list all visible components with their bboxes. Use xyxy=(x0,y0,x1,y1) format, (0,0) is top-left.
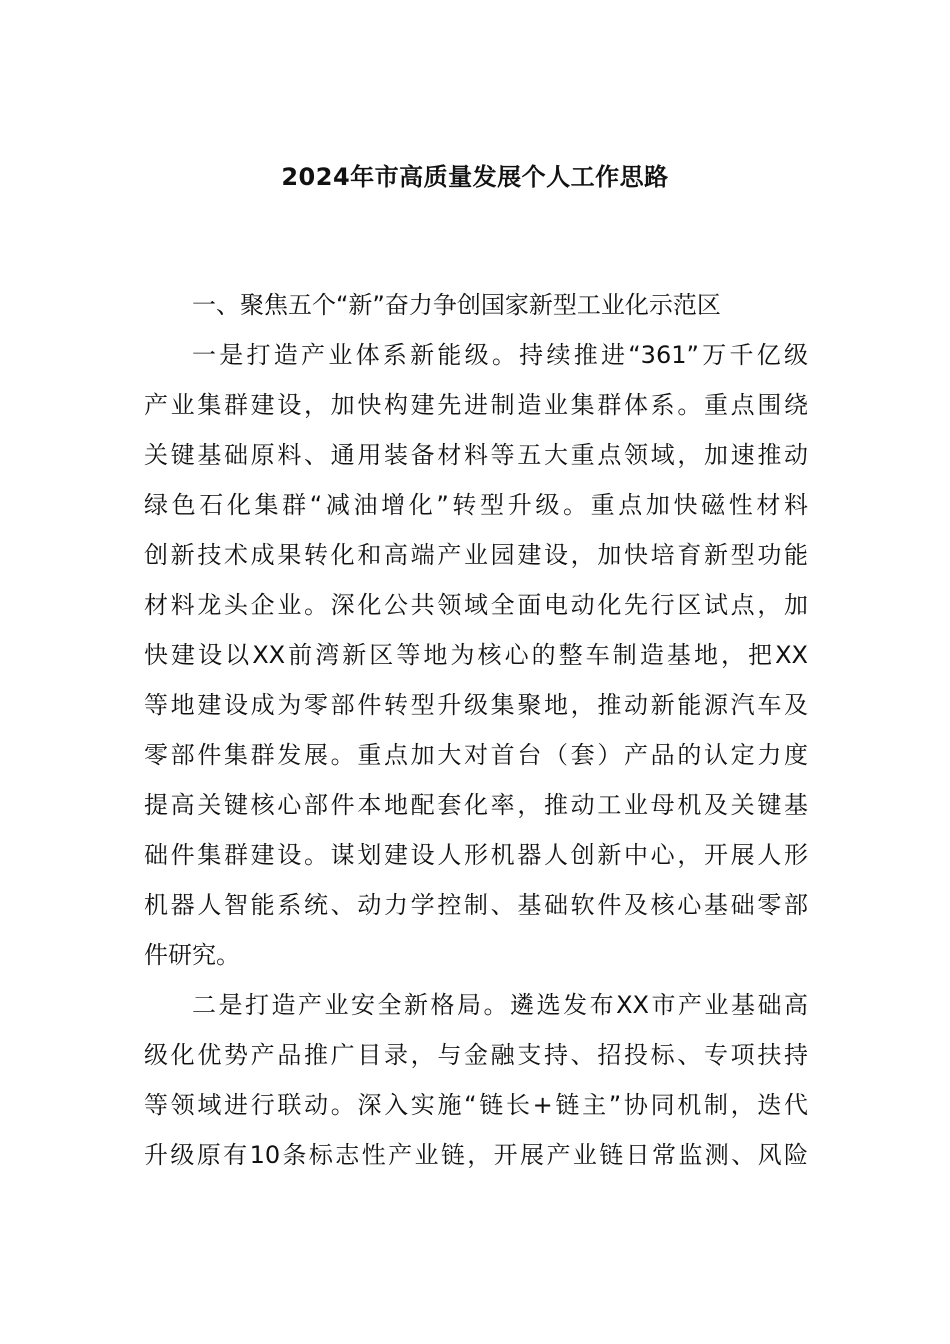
paragraph-line: 材料龙头企业。深化公共领域全面电动化先行区试点，加 xyxy=(144,591,808,619)
paragraph-line: 绿色石化集群“减油增化”转型升级。重点加快磁性材料 xyxy=(144,491,808,519)
paragraph-line: 产业集群建设，加快构建先进制造业集群体系。重点围绕 xyxy=(144,391,808,419)
paragraph-line: 二是打造产业安全新格局。遴选发布XX市产业基础高 xyxy=(192,991,808,1019)
section-heading: 一、聚焦五个“新”奋力争创国家新型工业化示范区 xyxy=(192,291,721,319)
paragraph-line: 等地建设成为零部件转型升级集聚地，推动新能源汽车及 xyxy=(144,691,808,719)
paragraph-line: 关键基础原料、通用装备材料等五大重点领域，加速推动 xyxy=(144,441,808,469)
paragraph-line: 件研究。 xyxy=(144,941,240,969)
document-body xyxy=(144,280,808,1180)
paragraph-line: 一是打造产业体系新能级。持续推进“361”万千亿级 xyxy=(192,341,808,369)
paragraph-line: 创新技术成果转化和高端产业园建设，加快培育新型功能 xyxy=(144,541,808,569)
paragraph-line: 升级原有10条标志性产业链，开展产业链日常监测、风险 xyxy=(144,1141,808,1169)
paragraph-line: 础件集群建设。谋划建设人形机器人创新中心，开展人形 xyxy=(144,841,808,869)
paragraph-line: 提高关键核心部件本地配套化率，推动工业母机及关键基 xyxy=(144,791,808,819)
paragraph-line: 机器人智能系统、动力学控制、基础软件及核心基础零部 xyxy=(144,891,808,919)
paragraph-line: 级化优势产品推广目录，与金融支持、招投标、专项扶持 xyxy=(144,1041,808,1069)
paragraph-line: 零部件集群发展。重点加大对首台（套）产品的认定力度 xyxy=(144,741,808,769)
paragraph-line: 等领域进行联动。深入实施“链长+链主”协同机制，迭代 xyxy=(144,1091,808,1119)
document-title: 2024年市高质量发展个人工作思路 xyxy=(281,163,669,191)
paragraph-line: 快建设以XX前湾新区等地为核心的整车制造基地，把XX xyxy=(144,641,808,669)
